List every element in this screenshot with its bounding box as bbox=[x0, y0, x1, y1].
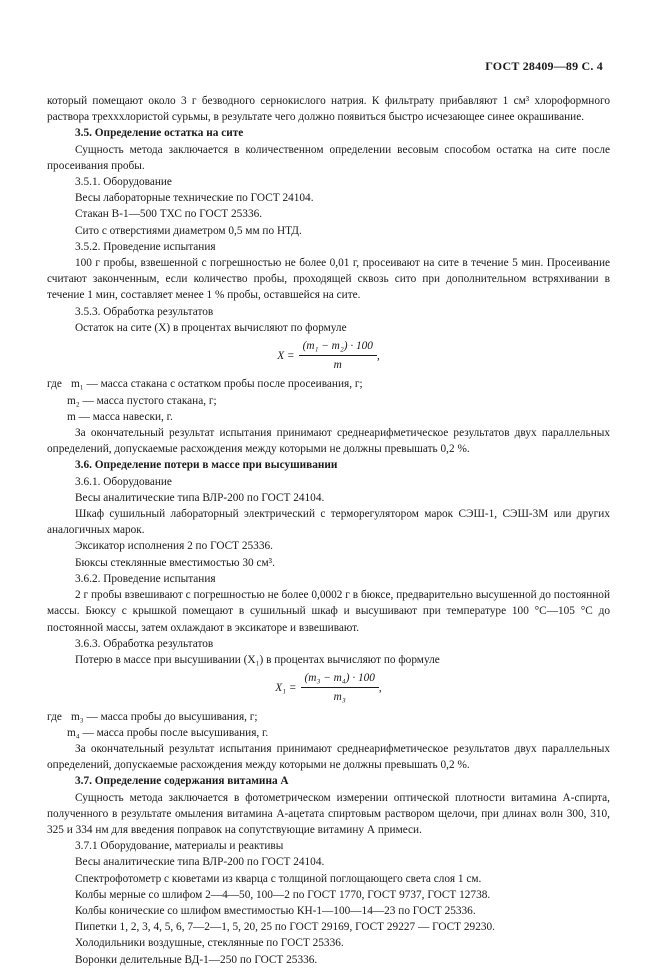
fraction bbox=[299, 338, 377, 373]
denominator: m₃ bbox=[333, 691, 346, 704]
section-title: 3.5. Определение остатка на сите bbox=[75, 127, 244, 140]
formula-tail: , bbox=[376, 349, 380, 362]
list-item: Весы аналитические типа ВЛР-200 по ГОСТ 24104. bbox=[75, 491, 325, 504]
definition-row bbox=[47, 376, 610, 392]
paragraph: который помещают около 3 г безводного сернокислого натрия. К фильтрату прибавляют 1 см³ хлороформного раствора трехххлористой сурьмы, в результате чего должно появиться быстро исчезающее синее окрашивание. bbox=[47, 95, 610, 124]
where-label: где bbox=[47, 710, 62, 723]
paragraph: 2 г пробы взвешивают с погрешностью не более 0,0002 г в бюксе, предварительно высушенной до постоянной массы. Бюксу с крышкой помещают в сушильный шкаф и высушивают при температуре 100 °С—105 °С до постоянной массы, затем охлаждают в эксикаторе и взвешивают. bbox=[47, 589, 610, 634]
definition: m₄ — масса пробы после высушивания, г. bbox=[67, 726, 269, 739]
formula-lhs: X₁ = bbox=[275, 681, 297, 694]
subsection-title: 3.5.2. Проведение испытания bbox=[75, 240, 216, 253]
subsection-title: 3.6.3. Обработка результатов bbox=[75, 637, 214, 650]
formula bbox=[47, 338, 610, 373]
formula bbox=[47, 670, 610, 705]
numerator: (m₁ − m₂) · 100 bbox=[299, 338, 377, 356]
list-item: Весы лабораторные технические по ГОСТ 24104. bbox=[75, 192, 314, 205]
list-item: Бюксы стеклянные вместимостью 30 см³. bbox=[75, 556, 275, 569]
section-title: 3.7. Определение содержания витамина А bbox=[75, 775, 289, 788]
definition: m₂ — масса пустого стакана, г; bbox=[67, 394, 217, 407]
list-item: Сито с отверстиями диаметром 0,5 мм по НТД. bbox=[75, 224, 302, 237]
formula-lhs: X = bbox=[277, 349, 295, 362]
list-item: Колбы мерные со шлифом 2—4—50, 100—2 по ГОСТ 1770, ГОСТ 9737, ГОСТ 12738. bbox=[75, 888, 491, 901]
list-item: Шкаф сушильный лабораторный электрический с терморегулятором марок СЭШ-1, СЭШ-3М или других аналогичных марок. bbox=[47, 508, 610, 537]
subsection-title: 3.6.1. Оборудование bbox=[75, 475, 172, 488]
definition-row bbox=[47, 409, 610, 425]
list-item: Пипетки 1, 2, 3, 4, 5, 6, 7—2—1, 5, 20, 25 по ГОСТ 29169, ГОСТ 29227 — ГОСТ 29230. bbox=[75, 921, 495, 934]
definition: m — масса навески, г. bbox=[67, 410, 173, 423]
paragraph: Остаток на сите (X) в процентах вычисляют по формуле bbox=[75, 321, 347, 334]
where-label: где bbox=[47, 378, 62, 391]
paragraph: Сущность метода заключается в фотометрическом измерении оптической плотности витамина А-спирта, полученного в результате омыления витамина А-ацетата спиртовым раствором щелочи, при длинах волн 300, 310, 325 и 334 нм для введения поправок на сопутствующие витамину А примеси. bbox=[47, 791, 610, 836]
denominator: m bbox=[333, 359, 342, 372]
paragraph: 100 г пробы, взвешенной с погрешностью не более 0,01 г, просеивают на сите в течение 5 мин. Просеивание считают законченным, если количество пробы, проходящей сквозь сито при дополнительном встряхивании в течение 1 мин, составляет менее 1 % пробы, оставшейся на сите. bbox=[47, 257, 610, 302]
list-item: Холодильники воздушные, стеклянные по ГОСТ 25336. bbox=[75, 937, 344, 950]
list-item: Стакан В-1—500 ТХС по ГОСТ 25336. bbox=[75, 208, 263, 221]
subsection-title: 3.5.1. Оборудование bbox=[75, 176, 172, 189]
definition-row bbox=[47, 725, 610, 741]
subsection-title: 3.6.2. Проведение испытания bbox=[75, 572, 216, 585]
paragraph: За окончательный результат испытания принимают среднеарифметическое результатов двух параллельных определений, допускаемые расхождения между которыми не должны превышать 0,2 %. bbox=[47, 742, 610, 772]
fraction bbox=[301, 670, 379, 705]
list-item: Колбы конические со шлифом вместимостью КН-1—100—14—23 по ГОСТ 25336. bbox=[75, 904, 476, 917]
section-title: 3.6. Определение потери в массе при высушивании bbox=[75, 459, 338, 472]
document-body bbox=[47, 93, 610, 968]
list-item: Весы аналитические типа ВЛР-200 по ГОСТ 24104. bbox=[75, 856, 325, 869]
list-item: Воронки делительные ВД-1—250 по ГОСТ 25336. bbox=[75, 953, 318, 966]
list-item: Эксикатор исполнения 2 по ГОСТ 25336. bbox=[75, 540, 273, 553]
numerator: (m₃ − m₄) · 100 bbox=[301, 670, 379, 688]
definition-row bbox=[47, 709, 610, 725]
definition: m₃ — масса пробы до высушивания, г; bbox=[71, 710, 258, 723]
page-header: ГОСТ 28409—89 С. 4 bbox=[485, 59, 603, 73]
subsection-title: 3.7.1 Оборудование, материалы и реактивы bbox=[75, 840, 284, 853]
paragraph: Потерю в массе при высушивании (X₁) в процентах вычисляют по формуле bbox=[75, 653, 440, 666]
list-item: Спектрофотометр с кюветами из кварца с толщиной поглощающего света слоя 1 см. bbox=[75, 872, 482, 885]
paragraph: За окончательный результат испытания принимают среднеарифметическое результатов двух параллельных определений, допускаемые расхождения между которыми не должны превышать 0,2 %. bbox=[47, 427, 610, 456]
definition-row bbox=[47, 393, 610, 409]
formula-tail: , bbox=[378, 681, 382, 694]
subsection-title: 3.5.3. Обработка результатов bbox=[75, 305, 214, 318]
definition: m₁ — масса стакана с остатком пробы после просеивания, г; bbox=[71, 378, 363, 391]
paragraph: Сущность метода заключается в количественном определении весовым способом остатка на сите после просеивания пробы. bbox=[47, 143, 610, 172]
